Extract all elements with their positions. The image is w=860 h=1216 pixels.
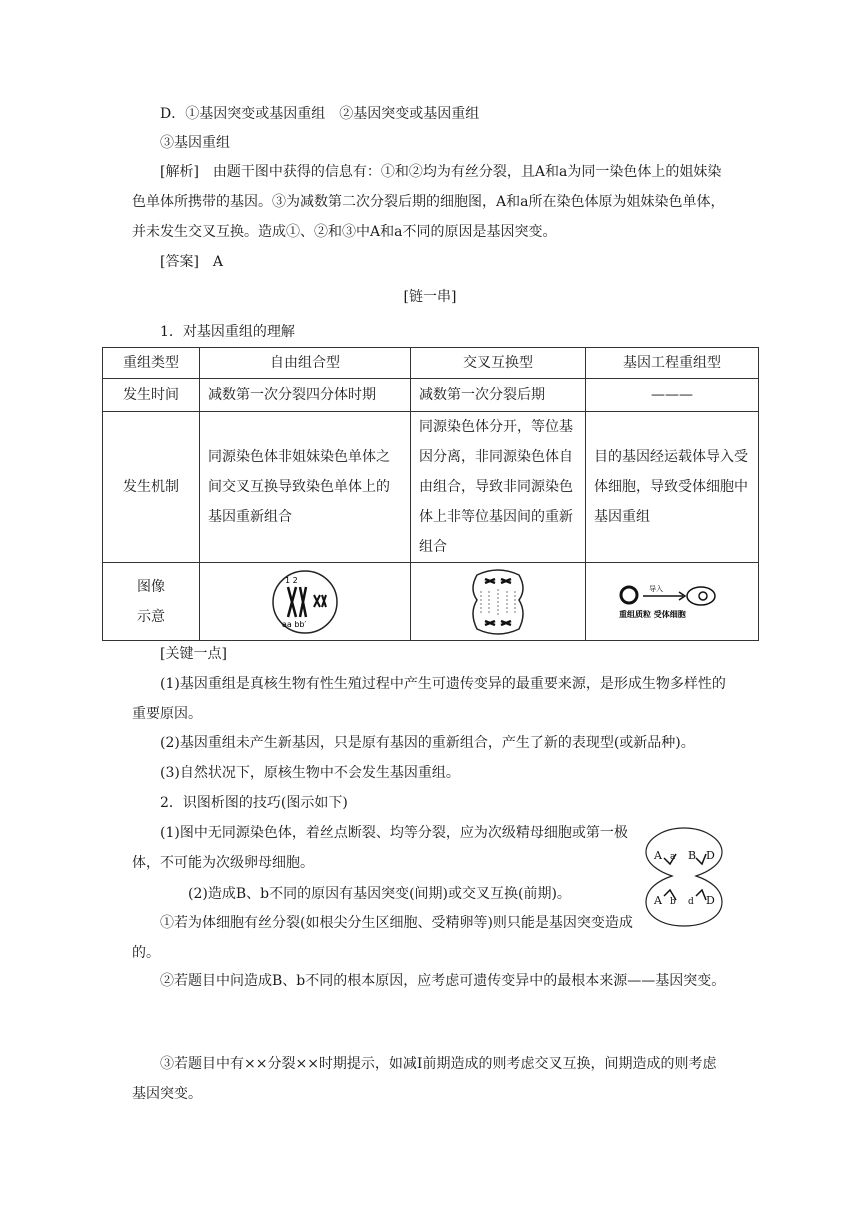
item1-title: 1．对基因重组的理解	[160, 324, 295, 340]
recombination-table	[102, 347, 759, 641]
option-d-line2: ③基因重组	[160, 135, 230, 151]
answer-value: A	[198, 254, 224, 270]
img3-caption: 重组质粒 受体细胞	[619, 609, 686, 619]
table-cell: 目的基因经运载体导入受体细胞，导致受体细胞中基因重组	[586, 412, 759, 563]
fig-bottom-gene-4: D	[706, 894, 715, 907]
table-header-row	[103, 348, 759, 379]
analysis-label: [解析]	[160, 164, 199, 180]
table-cell: 发生机制	[103, 412, 200, 563]
table-cell: 同源染色体非姐妹染色单体之间交叉互换导致染色单体上的基因重新组合	[200, 412, 411, 563]
key-point-p1: (1)基因重组是真核生物有性生殖过程中产生可遗传变异的最重要来源，是形成生物多样性的重要原因。	[132, 676, 726, 722]
option-d-line1: D．①基因突变或基因重组 ②基因突变或基因重组	[160, 106, 480, 122]
dividing-cell-figure	[644, 826, 724, 928]
analysis-text: 由题干图中获得的信息有：①和②均为有丝分裂，且A和a为同一染色体上的姐妹染色单体所携带的基因。③为减数第二次分裂后期的细胞图，A和a所在染色体原为姐妹染色单体，并未发生交叉互换。造成①、②和③中A和a不同的原因是基因突变。	[132, 164, 725, 240]
key-point-label: [关键一点]	[160, 646, 227, 662]
table-row	[103, 412, 759, 563]
fig-top-gene-2: a	[670, 852, 676, 862]
table-cell	[200, 563, 411, 641]
image-row-label-2: 示意	[137, 608, 165, 625]
table-header-cell: 重组类型	[103, 348, 200, 379]
item2-p4: ②若题目中问造成B、b不同的根本原因，应考虑可遗传变异中的最根本来源——基因突变。	[160, 973, 726, 989]
item2-p3: ①若为体细胞有丝分裂(如根尖分生区细胞、受精卵等)则只能是基因突变造成的。	[132, 915, 633, 961]
fig-top-gene-3: B	[688, 849, 697, 862]
item2-p1: (1)图中无同源染色体，着丝点断裂、均等分裂，应为次级精母细胞或第一极体，不可能为次级卵母细胞。	[132, 825, 628, 871]
key-point-p3: (3)自然状况下，原核生物中不会发生基因重组。	[160, 765, 460, 781]
section-header: [链一串]	[403, 289, 457, 305]
anaphase-cell-diagram	[467, 567, 529, 637]
table-header-cell: 基因工程重组型	[586, 348, 759, 379]
item2-p5: ③若题目中有××分裂××时期提示，如减Ⅰ前期造成的则考虑交叉互换，间期造成的则考虑基因突变。	[132, 1056, 717, 1102]
table-cell: 发生时间	[103, 379, 200, 412]
answer-label: [答案]	[160, 254, 199, 270]
img1-top-labels: 1 2	[285, 575, 298, 585]
table-image-row	[103, 563, 759, 641]
fig-bottom-gene-3: d	[688, 897, 694, 907]
table-cell: 减数第一次分裂四分体时期	[200, 379, 411, 412]
table-cell	[103, 563, 200, 641]
fig-bottom-gene-1: A	[654, 894, 662, 907]
table-cell	[411, 563, 586, 641]
crossing-over-cell-diagram	[270, 569, 340, 635]
table-cell: ———	[586, 379, 759, 412]
fig-top-gene-1: A	[654, 849, 662, 862]
answer-line	[160, 252, 223, 272]
table-row	[103, 379, 759, 412]
table-cell	[586, 563, 759, 641]
table-header-cell: 交叉互换型	[411, 348, 586, 379]
item2-title: 2．识图析图的技巧(图示如下)	[160, 795, 348, 811]
fig-top-gene-4: D	[706, 849, 715, 862]
plasmid-transfer-diagram	[617, 582, 727, 622]
img1-bottom-labels: aa bb′	[282, 619, 307, 629]
table-header-cell: 自由组合型	[200, 348, 411, 379]
image-row-label-1: 图像	[137, 578, 165, 595]
table-cell: 减数第一次分裂后期	[411, 379, 586, 412]
table-cell: 同源染色体分开，等位基因分离，非同源染色体自由组合，导致非同源染色体上非等位基因间的重新组合	[411, 412, 586, 563]
fig-bottom-gene-2: b	[670, 897, 676, 907]
img3-arrow-label: 导入	[649, 584, 663, 593]
item2-p2: (2)造成B、b不同的原因有基因突变(间期)或交叉互换(前期)。	[188, 886, 571, 902]
analysis-paragraph	[132, 157, 728, 247]
key-point-p2: (2)基因重组未产生新基因，只是原有基因的重新组合，产生了新的表现型(或新品种)。	[160, 735, 695, 751]
